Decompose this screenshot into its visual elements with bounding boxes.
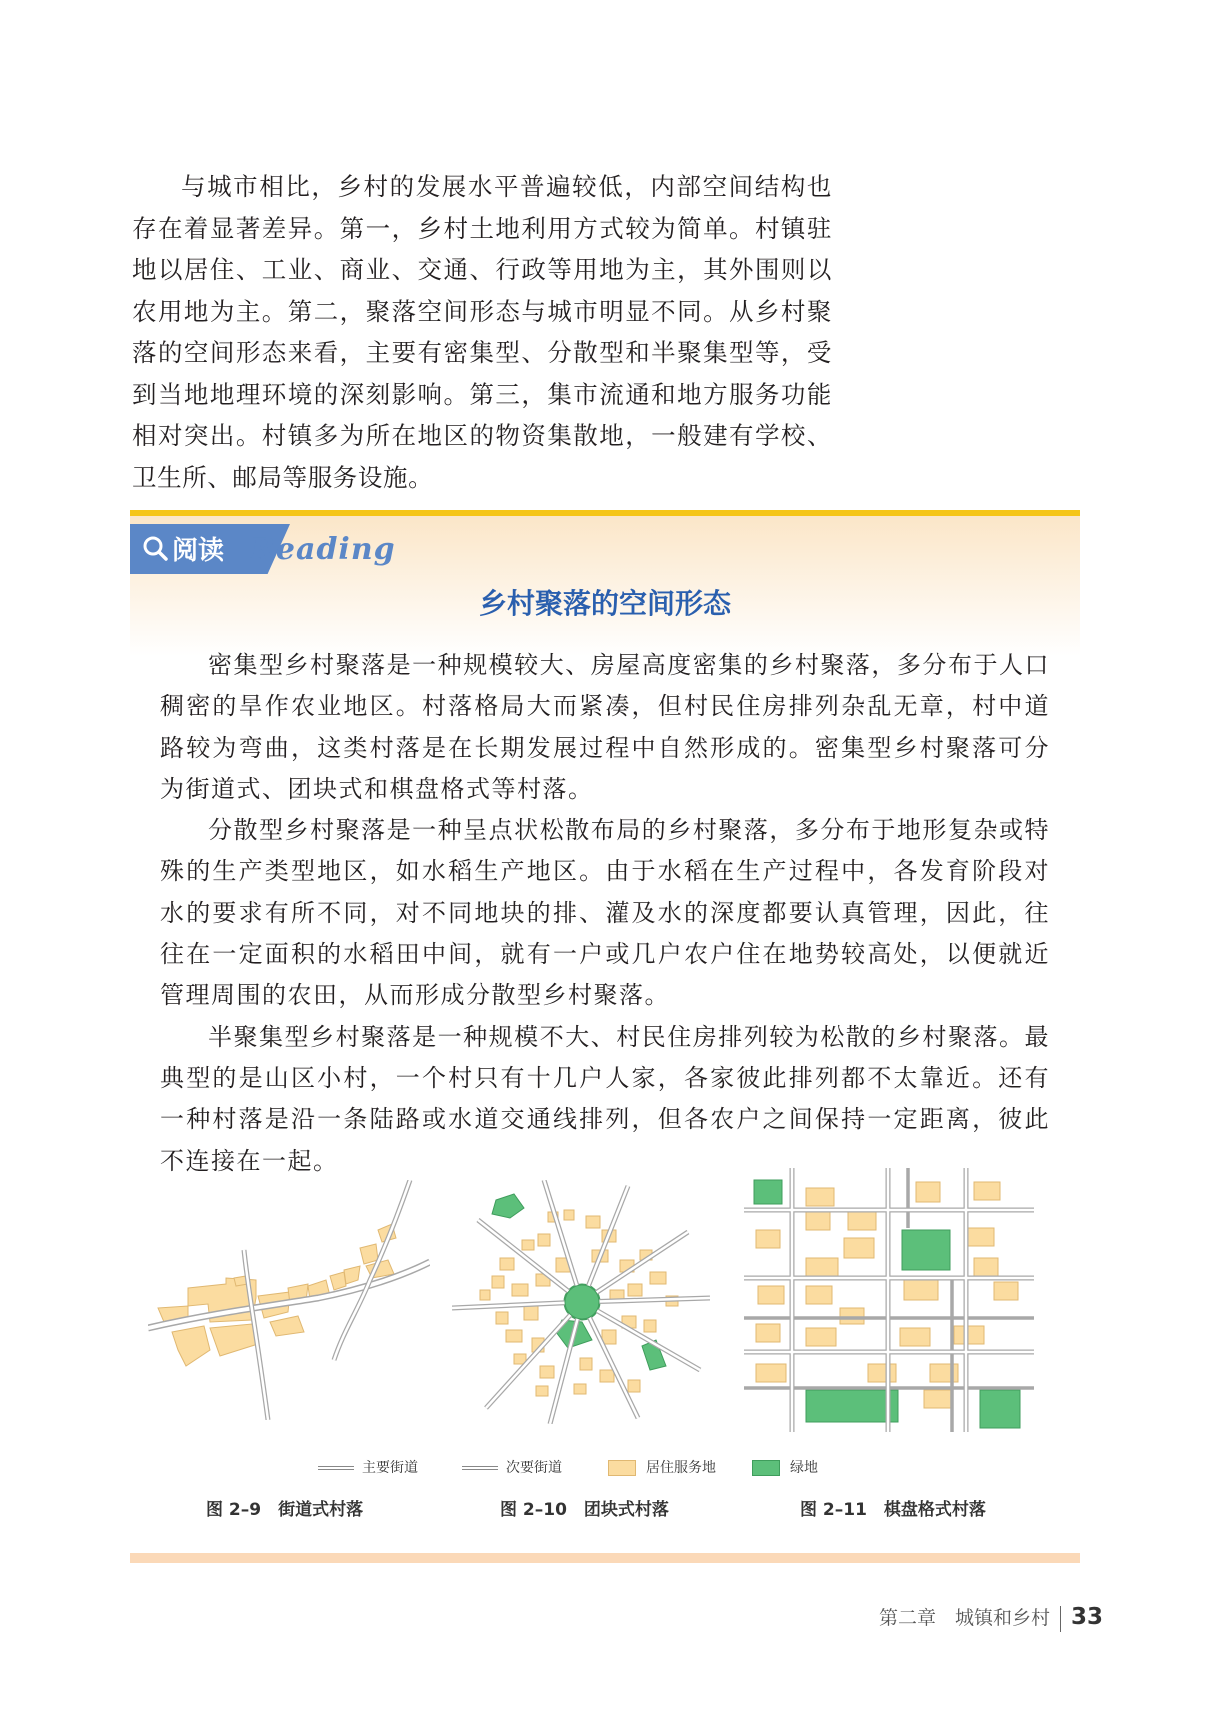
- cluster-block: [496, 1312, 508, 1324]
- reading-body: [160, 645, 1050, 1182]
- reading-paragraph-3: 半聚集型乡村聚落是一种规模不大、村民住房排列较为松散的乡村聚落。最典型的是山区小村，一个村只有十几户人家，各家彼此排列都不太靠近。还有一种村落是沿一条陆路或水道交通线排列，但各农户之间保持一定距离，彼此不连接在一起。: [160, 1022, 1050, 1175]
- cluster-block: [538, 1234, 550, 1246]
- grid-green-plot: [754, 1180, 782, 1204]
- grid-block: [806, 1212, 830, 1230]
- legend-main-street-symbol: [318, 1466, 354, 1470]
- magnifier-icon: [142, 535, 168, 568]
- grid-block: [994, 1282, 1018, 1300]
- reading-title: 乡村聚落的空间形态: [478, 587, 731, 620]
- street-village-block: [172, 1326, 210, 1366]
- legend-green: [752, 1457, 818, 1477]
- reading-tag-en: Reading: [250, 532, 396, 567]
- grid-green-plot: [902, 1230, 950, 1270]
- cluster-block: [524, 1306, 538, 1320]
- cluster-block: [512, 1284, 528, 1296]
- cluster-block: [580, 1358, 592, 1370]
- legend-minor-street: [462, 1457, 562, 1477]
- cluster-block: [492, 1276, 504, 1288]
- cluster-central-green-top: [565, 1285, 599, 1319]
- legend-main-street-label: 主要街道: [362, 1460, 418, 1476]
- reading-bottom-bar: [130, 1553, 1080, 1563]
- grid-block: [806, 1328, 836, 1346]
- cluster-green-plot: [492, 1194, 524, 1218]
- reading-paragraph-1: 密集型乡村聚落是一种规模较大、房屋高度密集的乡村聚落，多分布于人口稠密的旱作农业地区。村落格局大而紧凑，但村民住房排列杂乱无章，村中道路较为弯曲，这类村落是在长期发展过程中自然形成的。密集型乡村聚落可分为街道式、团块式和棋盘格式等村落。: [160, 651, 1050, 803]
- cluster-block: [600, 1370, 614, 1382]
- cluster-block: [644, 1320, 656, 1332]
- figure-cluster-village: [452, 1180, 710, 1424]
- cluster-block: [500, 1258, 514, 1270]
- legend-main-street: [318, 1457, 418, 1477]
- reading-paragraph-2: 分散型乡村聚落是一种呈点状松散布局的乡村聚落，多分布于地形复杂或特殊的生产类型地区，如水稻生产地区。由于水稻在生产过程中，各发育阶段对水的要求有所不同，对不同地块的排、灌及水的深度都要认真管理，因此，往往在一定面积的水稻田中间，就有一户或几户农户住在地势较高处，以便就近管理周围的农田，从而形成分散型乡村聚落。: [160, 816, 1050, 1010]
- grid-green-plot: [980, 1390, 1020, 1428]
- legend-residential-swatch: [608, 1460, 636, 1476]
- grid-block: [924, 1390, 952, 1408]
- cluster-block: [480, 1290, 490, 1300]
- grid-block: [806, 1286, 832, 1304]
- grid-block: [930, 1364, 958, 1382]
- grid-block: [756, 1324, 780, 1342]
- grid-block: [974, 1182, 1000, 1200]
- grid-block: [756, 1364, 786, 1382]
- figure-street-village: [148, 1180, 430, 1420]
- caption-fig-2-9: 图 2–9 街道式村落: [206, 1500, 364, 1520]
- legend-minor-street-symbol: [462, 1466, 498, 1470]
- grid-green-plot: [806, 1390, 898, 1422]
- footer-separator: [1060, 1606, 1061, 1632]
- cluster-block: [574, 1384, 586, 1394]
- cluster-block: [540, 1366, 554, 1378]
- grid-block: [756, 1230, 780, 1248]
- grid-block: [900, 1328, 930, 1346]
- grid-block: [974, 1258, 998, 1276]
- grid-block: [806, 1188, 834, 1206]
- legend-residential-label: 居住服务地: [646, 1460, 716, 1476]
- cluster-block: [628, 1284, 642, 1296]
- grid-block: [848, 1212, 876, 1230]
- page-footer: [879, 1603, 1103, 1632]
- legend-green-swatch: [752, 1460, 780, 1476]
- grid-block: [758, 1286, 784, 1304]
- street-village-block: [210, 1324, 258, 1356]
- caption-fig-2-10: 图 2–10 团块式村落: [500, 1500, 669, 1520]
- grid-block: [840, 1308, 864, 1324]
- legend-residential: [608, 1457, 716, 1477]
- reading-tag-zh: 阅读: [172, 536, 225, 566]
- cluster-block: [602, 1330, 616, 1344]
- street-village-block: [360, 1244, 378, 1264]
- street-village-block: [344, 1266, 360, 1284]
- figure-grid-village: [744, 1168, 1034, 1432]
- cluster-block: [628, 1380, 640, 1392]
- grid-block: [954, 1326, 984, 1344]
- caption-fig-2-11: 图 2–11 棋盘格式村落: [800, 1500, 986, 1520]
- grid-block: [806, 1258, 838, 1276]
- grid-block: [844, 1238, 874, 1258]
- cluster-block: [536, 1386, 548, 1396]
- cluster-block: [650, 1272, 666, 1284]
- page-number: 33: [1070, 1604, 1103, 1630]
- grid-block: [916, 1182, 940, 1202]
- street-village-block: [330, 1272, 346, 1290]
- cluster-block: [506, 1330, 522, 1342]
- legend-green-label: 绿地: [790, 1460, 818, 1476]
- cluster-block: [564, 1210, 574, 1220]
- intro-paragraph: 与城市相比，乡村的发展水平普遍较低，内部空间结构也存在着显著差异。第一，乡村土地利用方式较为简单。村镇驻地以居住、工业、商业、交通、行政等用地为主，其外围则以农用地为主。第二，聚落空间形态与城市明显不同。从乡村聚落的空间形态来看，主要有密集型、分散型和半聚集型等，受到当地地理环境的深刻影响。第三，集市流通和地方服务功能相对突出。村镇多为所在地区的物资集散地，一般建有学校、卫生所、邮局等服务设施。: [132, 172, 832, 492]
- street-village-block: [270, 1316, 304, 1336]
- legend-minor-street-label: 次要街道: [506, 1460, 562, 1476]
- reading-tag-label: [142, 530, 224, 568]
- intro-text: [132, 166, 832, 498]
- grid-block: [904, 1280, 938, 1300]
- grid-block: [868, 1364, 896, 1382]
- cluster-block: [586, 1216, 600, 1228]
- footer-chapter: 第二章 城镇和乡村: [878, 1607, 1050, 1629]
- cluster-block: [522, 1240, 534, 1250]
